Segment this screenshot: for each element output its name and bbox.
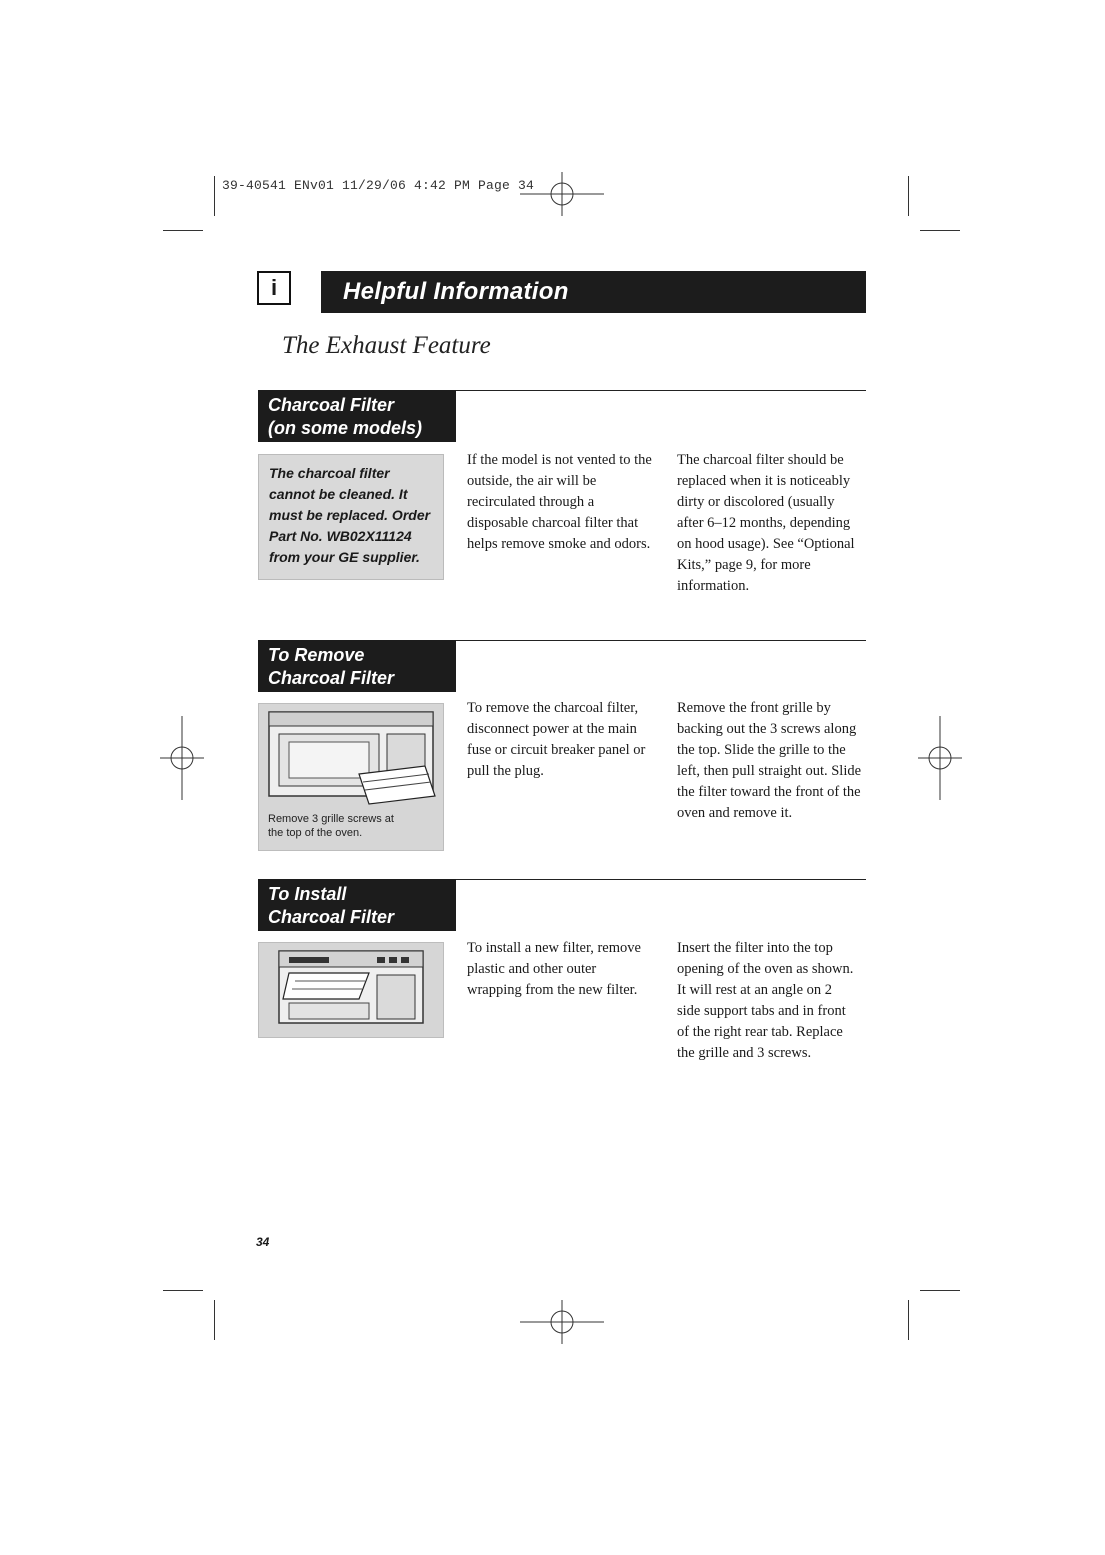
warning-note: The charcoal filter cannot be cleaned. It must be replaced. Order Part No. WB02X11124 from your GE supplier. — [258, 454, 444, 580]
filter-install-illustration — [258, 942, 444, 1038]
section-heading-line: To Install — [268, 884, 347, 904]
body-text: To remove the charcoal filter, disconnect power at the main fuse or circuit breaker panel or pull the plug. — [467, 700, 646, 779]
section-subtitle: The Exhaust Feature — [282, 332, 491, 359]
body-text: To install a new filter, remove plastic and other outer wrapping from the new filter. — [467, 940, 641, 998]
body-text: Insert the filter into the top opening of the oven as shown. It will rest at an angle on 2 side support tabs and in front of the right rear tab. Replace the grille and 3 screws. — [677, 940, 854, 1061]
section-heading-line: Charcoal Filter — [268, 668, 395, 688]
crop-mark — [908, 1300, 909, 1340]
registration-mark-icon — [918, 716, 962, 800]
body-text: Remove the front grille by backing out the 3 screws along the top. Slide the grille to the left, then pull straight out. Slide the filter toward the front of the oven and remove it. — [677, 700, 862, 821]
info-icon: i — [257, 271, 291, 305]
section-heading — [258, 879, 456, 931]
crop-mark — [163, 1290, 203, 1291]
body-text: The charcoal filter should be replaced when it is noticeably dirty or discolored (usually after 6–12 months, depending on hood usage). See “Optional Kits,” page 9, for more information. — [677, 452, 855, 594]
section-heading-line: To Remove — [268, 645, 365, 665]
crop-mark — [920, 230, 960, 231]
section-heading-line: Charcoal Filter — [268, 395, 395, 415]
crop-mark — [920, 1290, 960, 1291]
section-heading — [258, 640, 456, 692]
crop-mark — [214, 176, 215, 216]
section-heading — [258, 390, 456, 442]
page-title: Helpful Information — [321, 271, 866, 313]
crop-mark — [163, 230, 203, 231]
crop-mark — [214, 1300, 215, 1340]
figure-caption: Remove 3 grille screws at the top of the oven. — [268, 813, 394, 839]
body-text: If the model is not vented to the outside, the air will be recirculated through a disposable charcoal filter that helps remove smoke and odors. — [467, 452, 652, 552]
section-heading-line: (on some models) — [268, 418, 423, 438]
page-number: 34 — [256, 1235, 270, 1249]
section-heading-line: Charcoal Filter — [268, 907, 395, 927]
registration-mark-icon — [520, 1300, 604, 1344]
registration-mark-icon — [160, 716, 204, 800]
crop-mark — [908, 176, 909, 216]
print-slug: 39-40541 ENv01 11/29/06 4:42 PM Page 34 — [222, 178, 535, 193]
oven-filter-install-icon — [259, 943, 443, 1037]
registration-mark-icon — [520, 172, 604, 216]
